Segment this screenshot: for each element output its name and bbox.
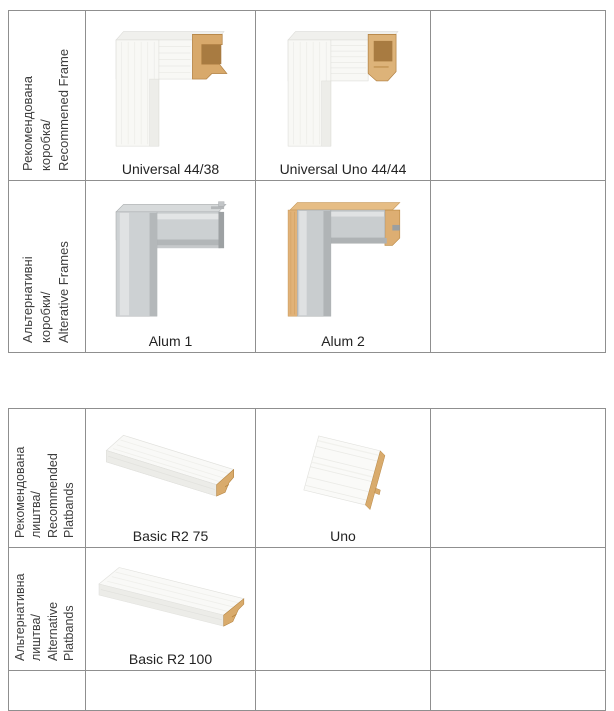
empty-cell [431,181,606,353]
product-name: Uno [330,527,356,544]
label-line: Platbands [61,482,76,538]
empty-cell [256,671,431,711]
universal-uno-44-44-image [258,15,428,159]
platbands-alternative-label-cell [9,548,86,671]
uno-platband-image [258,413,428,526]
universal-44-38-image [88,15,253,159]
product-cell-basic-r2-75 [86,409,256,548]
product-cell-basic-r2-100 [86,548,256,671]
empty-cell [431,409,606,548]
alum-1-image [88,185,253,331]
label-line: Рекомендована [20,76,35,171]
product-cell-uno-platband [256,409,431,548]
product-name: Universal 44/38 [121,160,220,177]
empty-cell [9,671,86,711]
empty-cell [431,671,606,711]
label-line: коробка/ [38,119,54,171]
product-name: Basic R2 100 [128,650,213,667]
frames-alternative-label-cell [9,181,86,353]
label-line: коробки/ [38,291,54,343]
empty-cell [86,671,256,711]
product-name: Alum 2 [321,332,365,349]
product-cell-universal-44-38 [86,11,256,181]
product-cell-alum-1 [86,181,256,353]
label-line: лиштва/ [29,491,44,538]
basic-r2-75-image [88,413,253,526]
platbands-alternative-label [12,574,77,670]
frames-table [8,10,606,353]
product-name: Alum 1 [148,332,193,349]
product-cell-alum-2 [256,181,431,353]
alum-2-image [258,185,428,331]
basic-r2-100-image [88,552,253,649]
frames-recommended-label [19,49,74,180]
label-line: лиштва/ [29,614,44,661]
product-name: Universal Uno 44/44 [279,160,407,177]
platbands-table [8,408,606,711]
frames-alternative-label [19,241,74,352]
product-cell-universal-uno-44-44 [256,11,431,181]
label-line: Platbands [61,605,76,661]
label-line: Recommended [45,453,60,538]
label-line: Alterative Frames [56,241,72,343]
platbands-recommended-label [12,447,77,547]
label-line: Alternative [45,601,60,661]
product-name: Basic R2 75 [132,527,209,544]
empty-cell [256,548,431,671]
label-line: Recommened Frame [56,48,72,171]
platbands-recommended-label-cell [9,409,86,548]
empty-cell [431,548,606,671]
label-line: Альтернативні [20,256,35,343]
empty-cell [431,11,606,181]
label-line: Рекомендована [13,446,27,538]
frames-recommended-label-cell [9,11,86,181]
label-line: Альтернативна [13,573,27,661]
